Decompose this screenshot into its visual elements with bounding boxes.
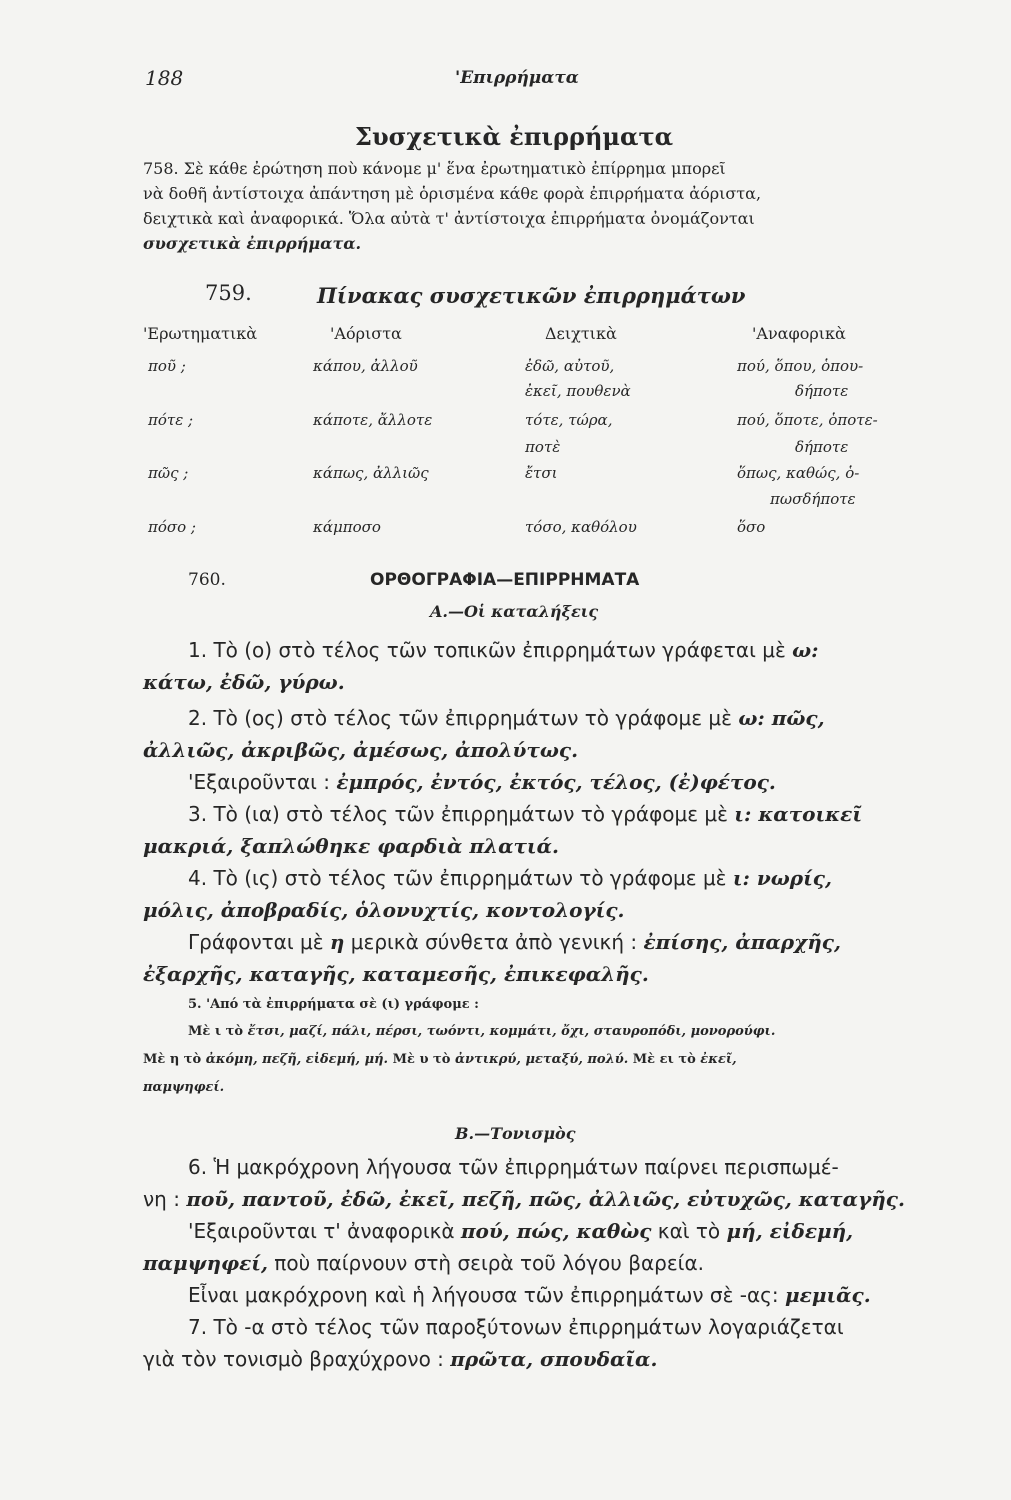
section-heading: ΟΡΘΟΓΡΑΦΙΑ—ΕΠΙΡΡΗΜΑΤΑ [370,570,640,590]
rule-example: η [329,930,345,954]
table-cell: πωσδήποτε [770,490,856,508]
rule-line: 7. Τὸ -α στὸ τέλος τῶν παροξύτονων ἐπιρρημάτων λογαριάζεται [188,1315,844,1339]
table-cell: κάπως, ἀλλιῶς [313,464,429,482]
rule-example: μακριά, ξαπλώθηκε φαρδιὰ πλατιά. [143,834,559,858]
rule-example: ἐκεῖ, [700,1052,737,1067]
rule-line [188,1024,775,1039]
section-title: Συσχετικὰ ἐπιρρήματα [355,122,674,151]
rule-text: Μὲ η τὸ [143,1052,202,1067]
rule-line [143,1347,657,1371]
table-cell: ὅπως, καθώς, ὁ- [737,464,860,482]
rule-text: Εἶναι μακρόχρονη καὶ ἡ λήγουσα τῶν ἐπιρρημάτων σὲ -ας: [188,1283,779,1307]
rule-text: 'Εξαιροῦνται : [188,770,331,794]
table-cell: ἔτσι [525,464,558,482]
rule-example: μή, εἰδεμή, [726,1219,854,1243]
rule-example: ω: [792,638,819,662]
rule-line [188,638,819,662]
page-number: 188 [145,66,184,90]
table-header-demonstrative: Δειχτικὰ [545,324,617,343]
rule-text: 2. Τὸ (ος) στὸ τέλος τῶν ἐπιρρημάτων τὸ γράφομε μὲ [188,706,732,730]
subheading-b: Β.—Τονισμὸς [455,1124,576,1143]
table-cell: πότε ; [148,411,194,429]
rule-text: Γράφονται μὲ [188,930,324,954]
rule-line [188,706,825,730]
rule-example: ἐξαρχῆς, καταγῆς, καταμεσῆς, ἐπικεφαλῆς. [143,962,649,986]
rule-line [143,670,345,694]
rule-line [143,898,624,922]
rule-line [188,802,862,826]
rule-example: μεμιᾶς. [785,1283,871,1307]
rule-example: παμψηφεί. [143,1080,225,1095]
rule-text: καὶ τὸ [657,1219,721,1243]
rule-line [143,962,649,986]
rule-line [188,866,832,890]
table-cell: πῶς ; [148,464,189,482]
table-header-indefinite: 'Αόριστα [330,324,402,343]
paragraph-line: συσχετικὰ ἐπιρρήματα. [143,234,362,253]
rule-example: ἀλλιῶς, ἀκριβῶς, ἀμέσως, ἀπολύτως. [143,738,579,762]
table-header-interrogative: 'Ερωτηματικὰ [143,324,258,343]
rule-text: 3. Τὸ (ια) στὸ τέλος τῶν ἐπιρρημάτων τὸ γράφομε μὲ [188,802,728,826]
table-number: 759. [205,281,252,305]
rule-example: πρῶτα, σπουδαῖα. [450,1347,658,1371]
rule-line [188,1283,871,1307]
rule-text: 4. Τὸ (ις) στὸ τέλος τῶν ἐπιρρημάτων τὸ γράφομε μὲ [188,866,727,890]
rule-line [143,738,578,762]
rule-line: 6. Ἡ μακρόχρονη λήγουσα τῶν ἐπιρρημάτων παίρνει περισπωμέ- [188,1155,839,1179]
table-cell: πού, ὅποτε, ὁποτε- [737,411,878,429]
rule-example: ἐμπρός, ἐντός, ἐκτός, τέλος, (ἐ)φέτος. [336,770,776,794]
rule-text: νη : [143,1187,180,1211]
rule-text: Μὲ υ τὸ [392,1052,451,1067]
rule-line [188,770,776,794]
rule-line [143,1052,737,1067]
rule-line: 5. 'Από τὰ ἐπιρρήματα σὲ (ι) γράφομε : [188,997,479,1012]
table-cell: δήποτε [795,382,849,400]
table-cell: πόσο ; [148,518,196,536]
rule-example: παμψηφεί, [143,1251,268,1275]
table-cell: ποῦ ; [148,357,186,375]
rule-example: κάτω, ἐδῶ, γύρω. [143,670,345,694]
rule-example: ι: κατοικεῖ [734,802,863,826]
rule-example: ἐπίσης, ἀπαρχῆς, [643,930,841,954]
rule-text: ποὺ παίρνουν στὴ σειρὰ τοῦ λόγου βαρεία. [274,1251,704,1275]
rule-example: ω: πῶς, [738,706,825,730]
table-cell: πού, ὅπου, ὁπου- [737,357,864,375]
rule-text: 'Εξαιροῦνται τ' ἀναφορικὰ [188,1219,455,1243]
rule-example: ι: νωρίς, [732,866,832,890]
rule-example: ἀντικρύ, μεταξύ, πολύ. [454,1052,629,1067]
paragraph-line: νὰ δοθῆ ἀντίστοιχα ἀπάντηση μὲ ὁρισμένα κάθε φορὰ ἐπιρρήματα ἀόριστα, [143,184,762,203]
table-cell: τότε, τώρα, [525,411,613,429]
rule-line [143,1251,704,1275]
rule-example: πού, πώς, καθὼς [460,1219,652,1243]
rule-line [143,1187,905,1211]
rule-text: 1. Τὸ (ο) στὸ τέλος τῶν τοπικῶν ἐπιρρημάτων γράφεται μὲ [188,638,786,662]
table-header-relative: 'Αναφορικὰ [752,324,846,343]
rule-text: γιὰ τὸν τονισμὸ βραχύχρονο : [143,1347,444,1371]
subheading-a: Α.—Οἱ καταλήξεις [430,602,599,621]
rule-example: μόλις, ἀποβραδίς, ὁλονυχτίς, κοντολογίς. [143,898,625,922]
rule-example: ἔτσι, μαζί, πάλι, πέρσι, τωόντι, κομμάτι, ὄχι, σταυροπόδι, μονορούφι. [247,1024,776,1039]
rule-text: μερικὰ σύνθετα ἀπὸ γενική : [350,930,638,954]
rule-text: Μὲ ει τὸ [632,1052,696,1067]
rule-example: ἀκόμη, πεζῆ, εἰδεμή, μή. [205,1052,389,1067]
section-number: 760. [188,570,226,590]
rule-line [188,930,841,954]
rule-line [143,1080,224,1095]
paragraph-758 [143,156,923,256]
rule-line [143,834,559,858]
table-cell: ποτὲ [525,438,561,456]
rule-example: ποῦ, παντοῦ, ἐδῶ, ἐκεῖ, πεζῆ, πῶς, ἀλλιῶς, εὐτυχῶς, καταγῆς. [186,1187,905,1211]
rule-line [188,1219,853,1243]
rule-text: Μὲ ι τὸ [188,1024,244,1039]
table-cell: κάμποσο [313,518,381,536]
running-head: 'Επιρρήματα [455,68,579,88]
table-cell: κάποτε, ἄλλοτε [313,411,433,429]
table-cell: ἐδῶ, αὐτοῦ, [525,357,615,375]
paragraph-line: 758. Σὲ κάθε ἐρώτηση ποὺ κάνομε μ' ἕνα ἐρωτηματικὸ ἐπίρρημα μπορεῖ [143,159,726,178]
table-title: Πίνακας συσχετικῶν ἐπιρρημάτων [317,283,746,308]
table-cell: τόσο, καθόλου [525,518,637,536]
table-cell: ἐκεῖ, πουθενὰ [525,382,631,400]
table-cell: κάπου, ἀλλοῦ [313,357,418,375]
paragraph-line: δειχτικὰ καὶ ἀναφορικά. Ὅλα αὐτὰ τ' ἀντίστοιχα ἐπιρρήματα ὀνομάζονται [143,209,755,228]
table-cell: ὅσο [737,518,766,536]
table-cell: δήποτε [795,438,849,456]
